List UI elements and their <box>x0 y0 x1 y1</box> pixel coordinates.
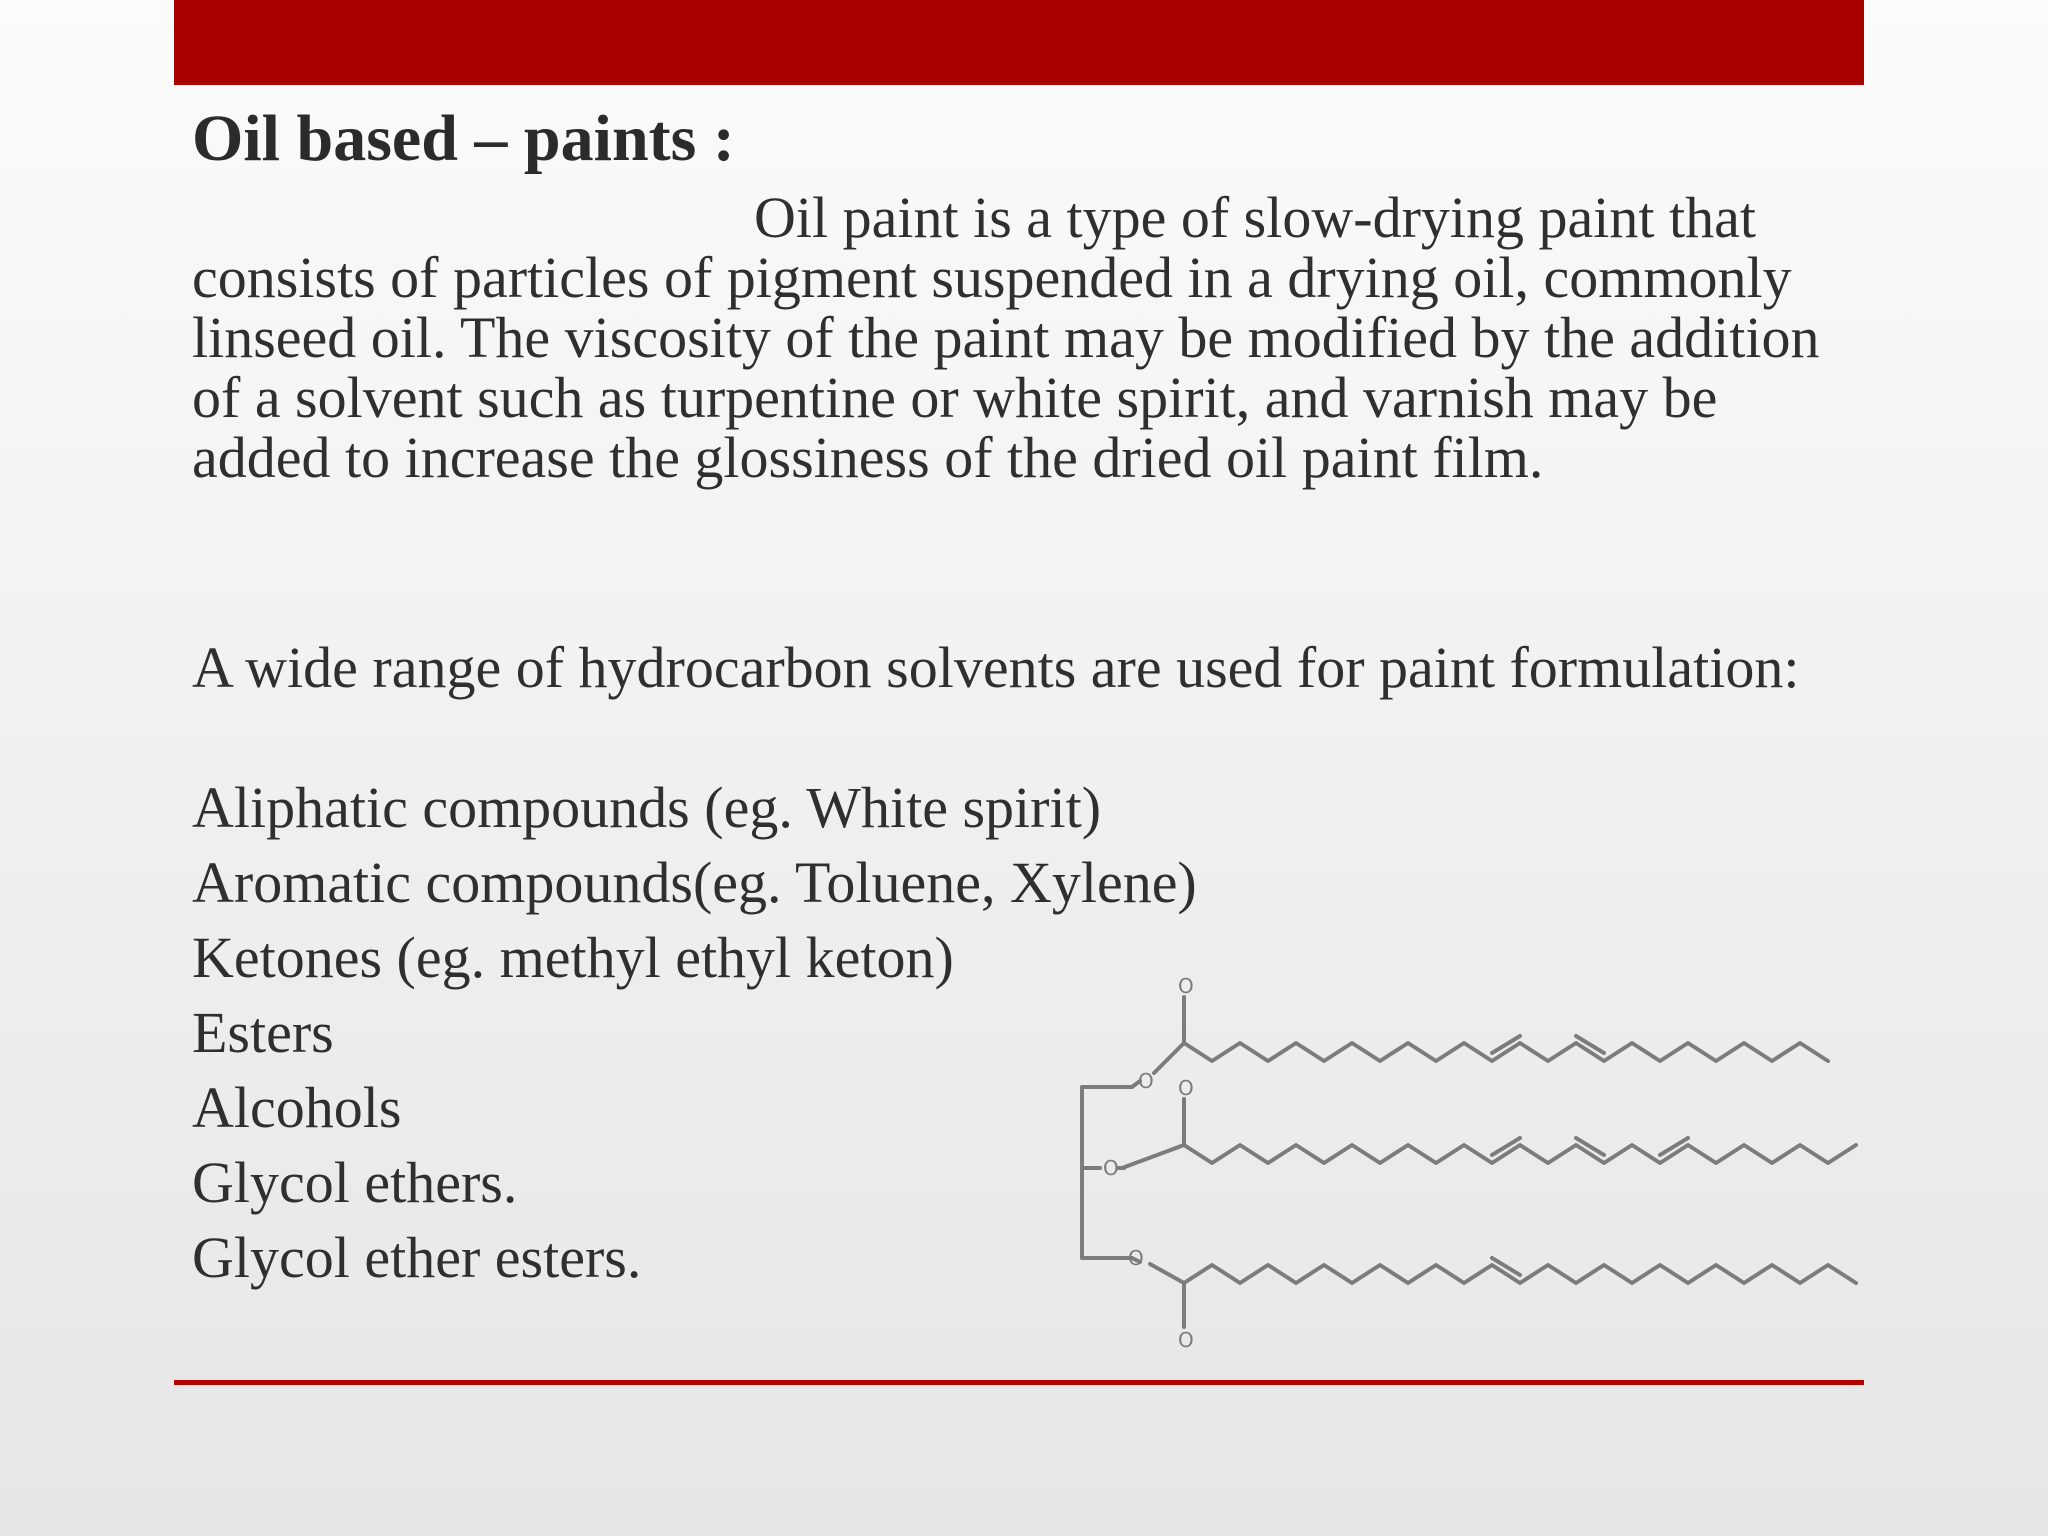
oxygen-label: O <box>1128 1246 1144 1270</box>
oxygen-label: O <box>1178 975 1194 998</box>
list-item: Glycol ether esters. <box>192 1225 642 1290</box>
list-item: Ketones (eg. methyl ethyl keton) <box>192 925 954 990</box>
triglyceride-structure <box>1060 975 1870 1350</box>
slide-title: Oil based – paints : <box>192 102 735 175</box>
list-item: Aliphatic compounds (eg. White spirit) <box>192 775 1102 840</box>
oxygen-label: O <box>1178 1076 1194 1100</box>
fatty-acid-chain-2 <box>1184 1145 1856 1163</box>
oxygen-label: O <box>1103 1156 1119 1180</box>
solvents-intro: A wide range of hydrocarbon solvents are used for paint formulation: <box>192 635 1800 700</box>
list-item: Glycol ethers. <box>192 1150 518 1215</box>
list-item: Esters <box>192 1000 334 1065</box>
top-accent-bar <box>174 0 1864 85</box>
list-item: Alcohols <box>192 1075 402 1140</box>
list-item: Aromatic compounds(eg. Toluene, Xylene) <box>192 850 1197 915</box>
oxygen-label: O <box>1178 1328 1194 1350</box>
oil-paint-description: Oil paint is a type of slow-drying paint that consists of particles of pigment suspended in a drying oil, commonly linseed oil. The viscosity of the paint may be modified by the addition of a solvent such as turpentine or white spirit, and varnish may be added to increase the glossiness of the dried oil paint film. <box>192 185 1820 490</box>
solvent-list <box>192 770 1197 1295</box>
oxygen-label: O <box>1138 1069 1154 1093</box>
bottom-divider <box>174 1380 1864 1385</box>
